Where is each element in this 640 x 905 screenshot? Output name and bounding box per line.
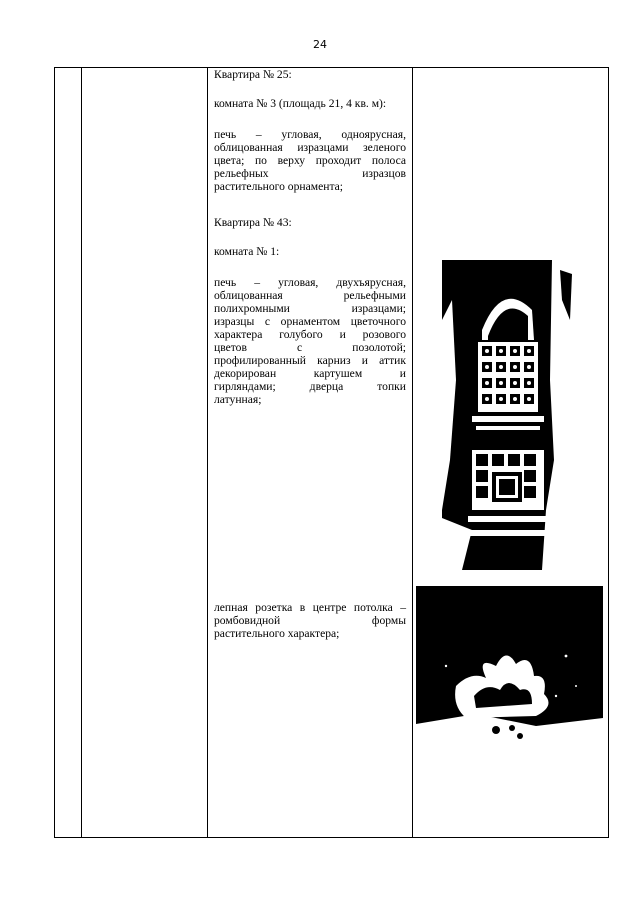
column-divider (207, 68, 208, 837)
text-line: гирляндами; дверца топки (214, 380, 406, 393)
text-line: профилированный карниз и аттик (214, 354, 406, 367)
ceiling-rosette-photo (416, 586, 603, 744)
text-line: облицованная изразцами зеленого (214, 141, 406, 154)
text-line: растительного характера; (214, 627, 340, 640)
page-number: 24 (313, 38, 327, 51)
apartment-43-heading: Квартира № 43: (214, 216, 292, 229)
column-divider (412, 68, 413, 837)
text-line: растительного орнамента; (214, 180, 344, 193)
text-line: изразцы с орнаментом цветочного (214, 315, 406, 328)
text-line: цвета; по верху проходит полоса (214, 154, 406, 167)
text-line: облицованная рельефными (214, 289, 406, 302)
rosette-image (416, 586, 603, 744)
room-3-heading: комната № 3 (площадь 21, 4 кв. м): (214, 97, 387, 110)
text-line: декорирован картушем и (214, 367, 406, 380)
text-line: цветов с позолотой; (214, 341, 406, 354)
text-line: характера голубого и розового (214, 328, 406, 341)
text-line: латунная; (214, 393, 262, 406)
text-line: ромбовидной формы (214, 614, 406, 627)
text-line: лепная розетка в центре потолка – (214, 601, 406, 614)
rosette-description (214, 601, 406, 640)
text-line: печь – угловая, одноярусная, (214, 128, 406, 141)
text-line: рельефных изразцов (214, 167, 406, 180)
room-1-heading: комната № 1: (214, 245, 280, 258)
text-line: печь – угловая, двухъярусная, (214, 276, 406, 289)
stove-description-1 (214, 128, 406, 193)
stove-description-2 (214, 276, 406, 406)
column-divider (81, 68, 82, 837)
text-line: полихромными изразцами; (214, 302, 406, 315)
stove-image (442, 260, 576, 570)
apartment-25-heading: Квартира № 25: (214, 68, 292, 81)
stove-photo (442, 260, 576, 570)
